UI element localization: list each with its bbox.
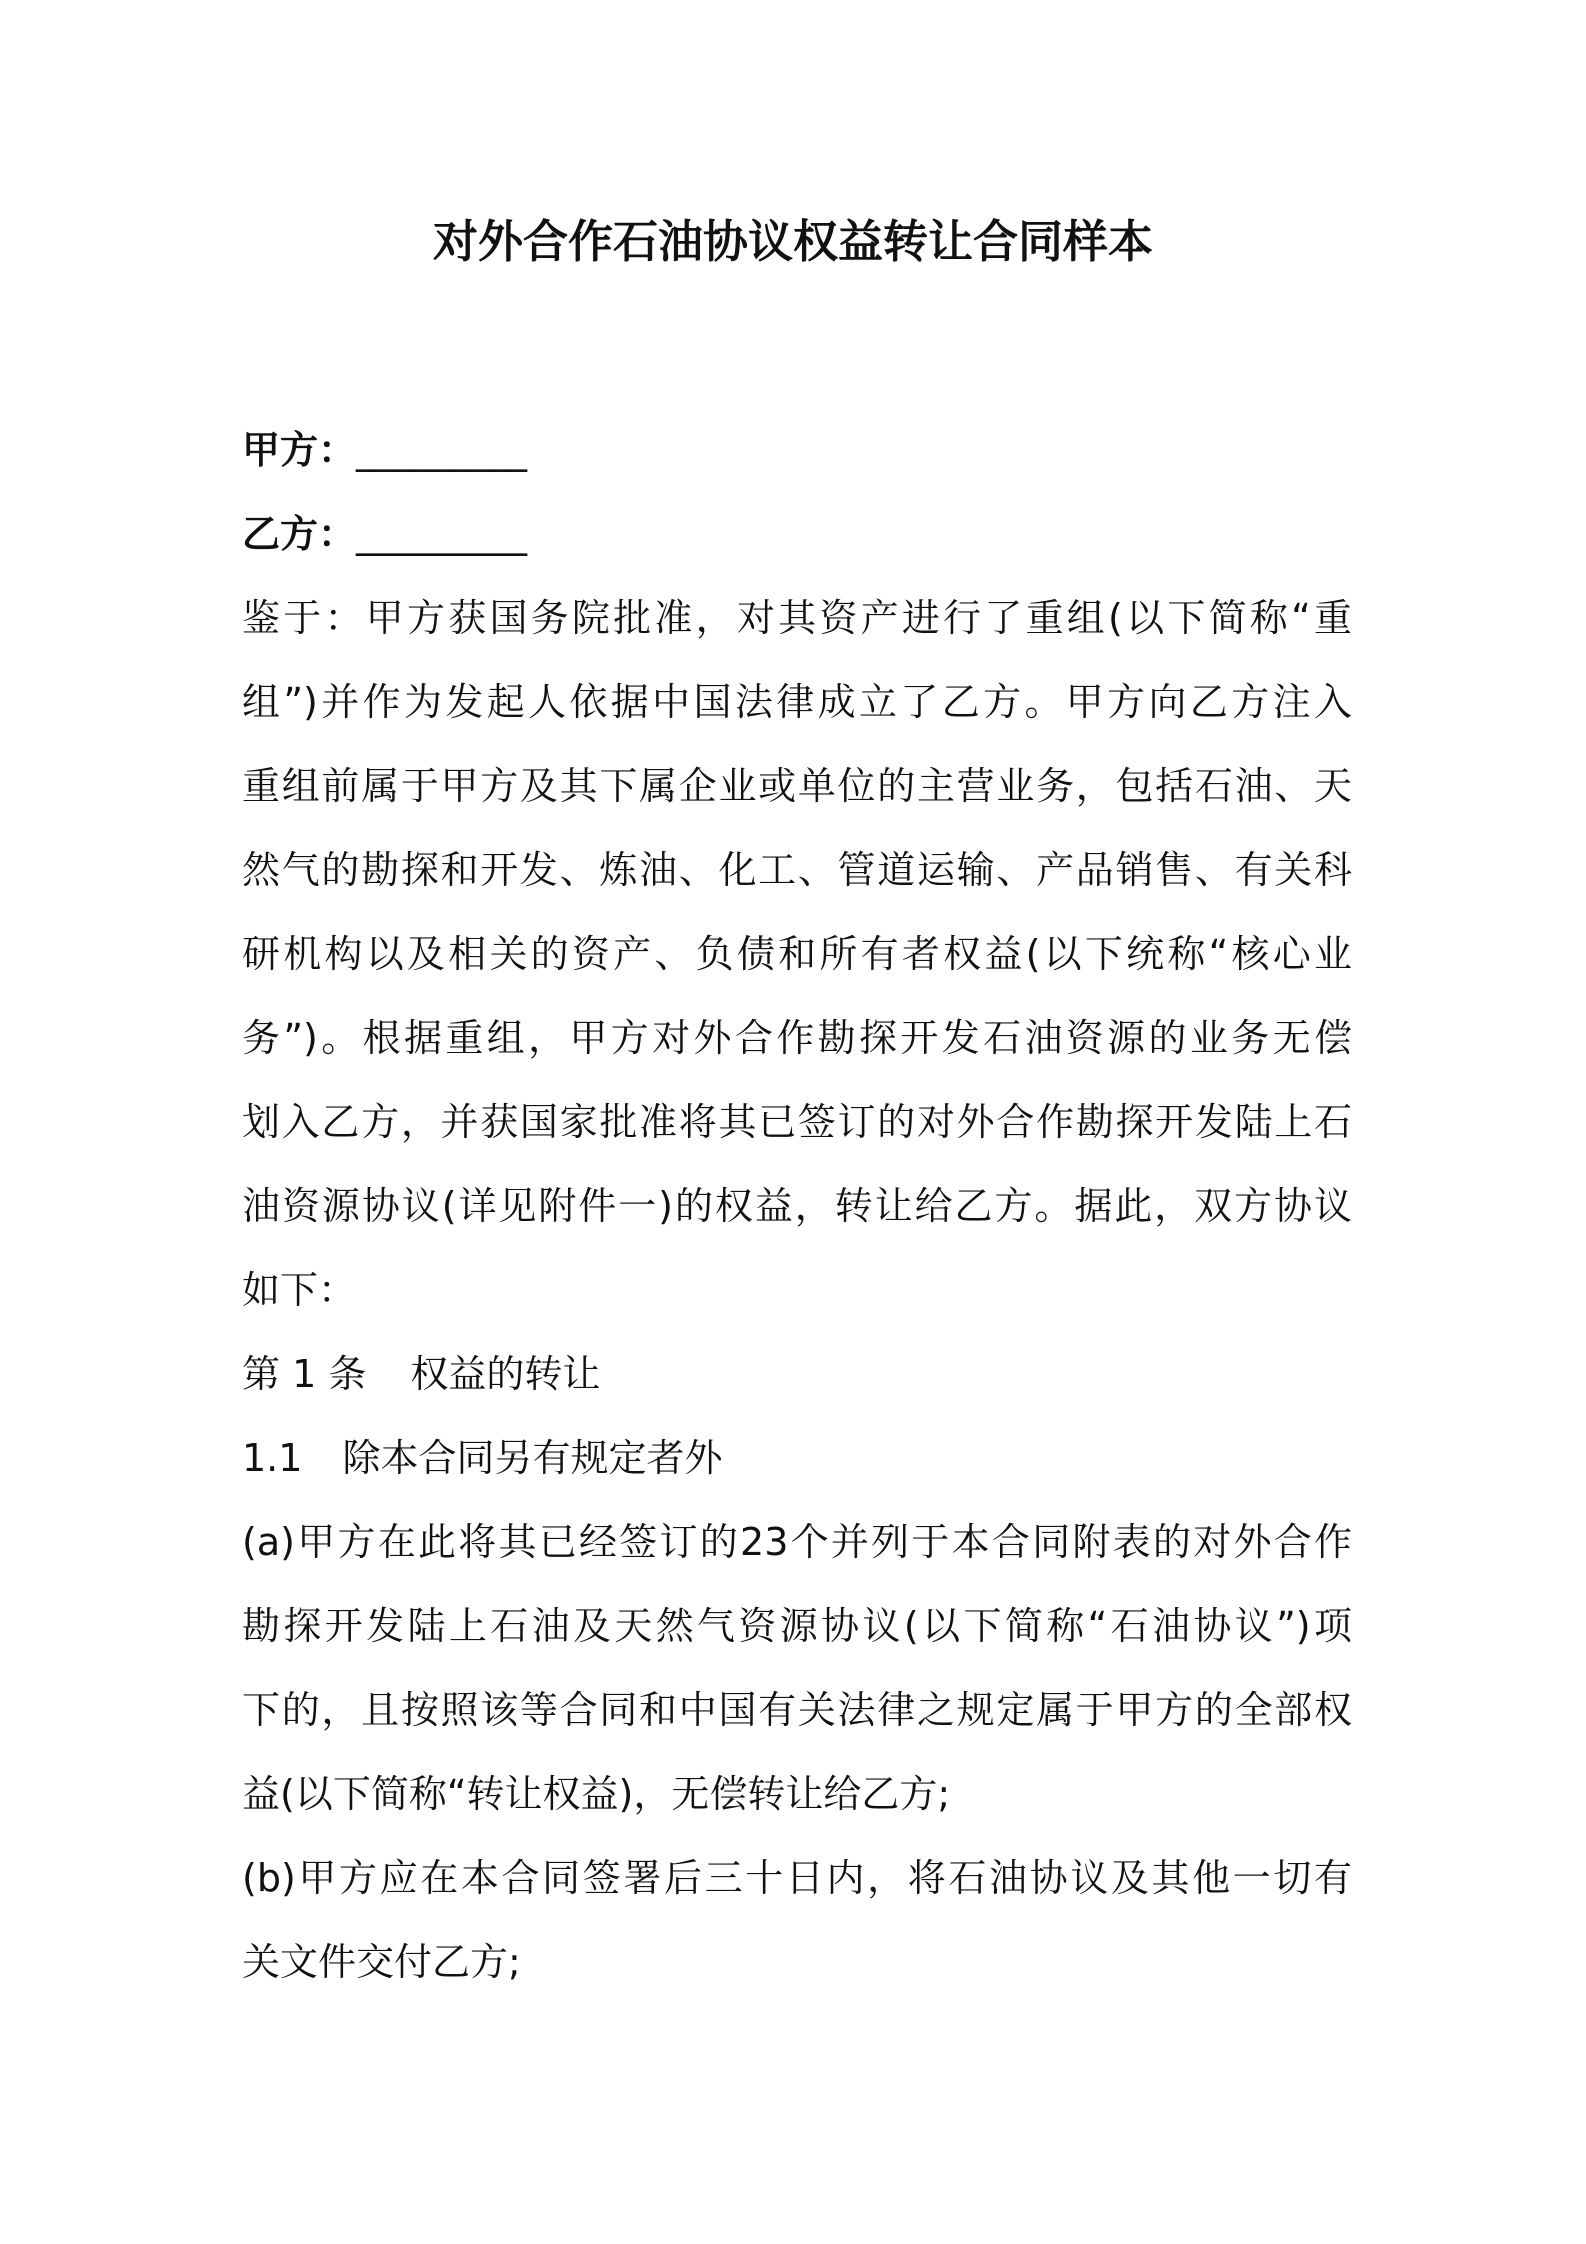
clause-b-line: (b)甲方应在本合同签署后三十日内，将石油协议及其他一切有 xyxy=(242,1856,1352,1900)
party-b-blank: _________ xyxy=(356,512,528,556)
recital-line: 组”)并作为发起人依据中国法律成立了乙方。甲方向乙方注入 xyxy=(242,680,1352,724)
recital-line: 重组前属于甲方及其下属企业或单位的主营业务，包括石油、天 xyxy=(242,764,1352,808)
clause-a-line: 勘探开发陆上石油及天然气资源协议(以下简称“石油协议”)项 xyxy=(242,1604,1352,1648)
document-body xyxy=(242,408,1352,2004)
party-a-label: 甲方： xyxy=(242,428,357,472)
recital-line: 油资源协议(详见附件一)的权益，转让给乙方。据此，双方协议 xyxy=(242,1184,1352,1228)
document-title: 对外合作石油协议权益转让合同样本 xyxy=(432,215,1153,268)
clause-1-1-heading xyxy=(242,1416,1352,1500)
clause-1-1-text: 除本合同另有规定者外 xyxy=(342,1436,723,1480)
recital-line: 鉴于：甲方获国务院批准，对其资产进行了重组(以下简称“重 xyxy=(242,596,1352,640)
article-1-heading xyxy=(242,1332,1352,1416)
recital-line: 如下： xyxy=(242,1268,357,1312)
recital-line: 然气的勘探和开发、炼油、化工、管道运输、产品销售、有关科 xyxy=(242,848,1352,892)
clause-a-line: 下的，且按照该等合同和中国有关法律之规定属于甲方的全部权 xyxy=(242,1688,1352,1732)
party-a-line xyxy=(242,408,1352,492)
clause-a-line: 益(以下简称“转让权益)，无偿转让给乙方; xyxy=(242,1772,951,1816)
recital-line: 务”)。根据重组，甲方对外合作勘探开发石油资源的业务无偿 xyxy=(242,1016,1352,1060)
party-a-blank: _________ xyxy=(356,428,528,472)
clause-a-line: (a)甲方在此将其已经签订的23个并列于本合同附表的对外合作 xyxy=(242,1520,1352,1564)
article-1-title: 权益的转让 xyxy=(410,1352,601,1396)
party-b-line xyxy=(242,492,1352,576)
clause-1-1-number: 1.1 xyxy=(242,1436,303,1480)
party-b-label: 乙方： xyxy=(242,512,357,556)
article-1-number: 第 1 条 xyxy=(242,1352,367,1396)
recital-line: 研机构以及相关的资产、负债和所有者权益(以下统称“核心业 xyxy=(242,932,1352,976)
recital-line: 划入乙方，并获国家批准将其已签订的对外合作勘探开发陆上石 xyxy=(242,1100,1352,1144)
clause-b-line: 关文件交付乙方; xyxy=(242,1940,521,1984)
